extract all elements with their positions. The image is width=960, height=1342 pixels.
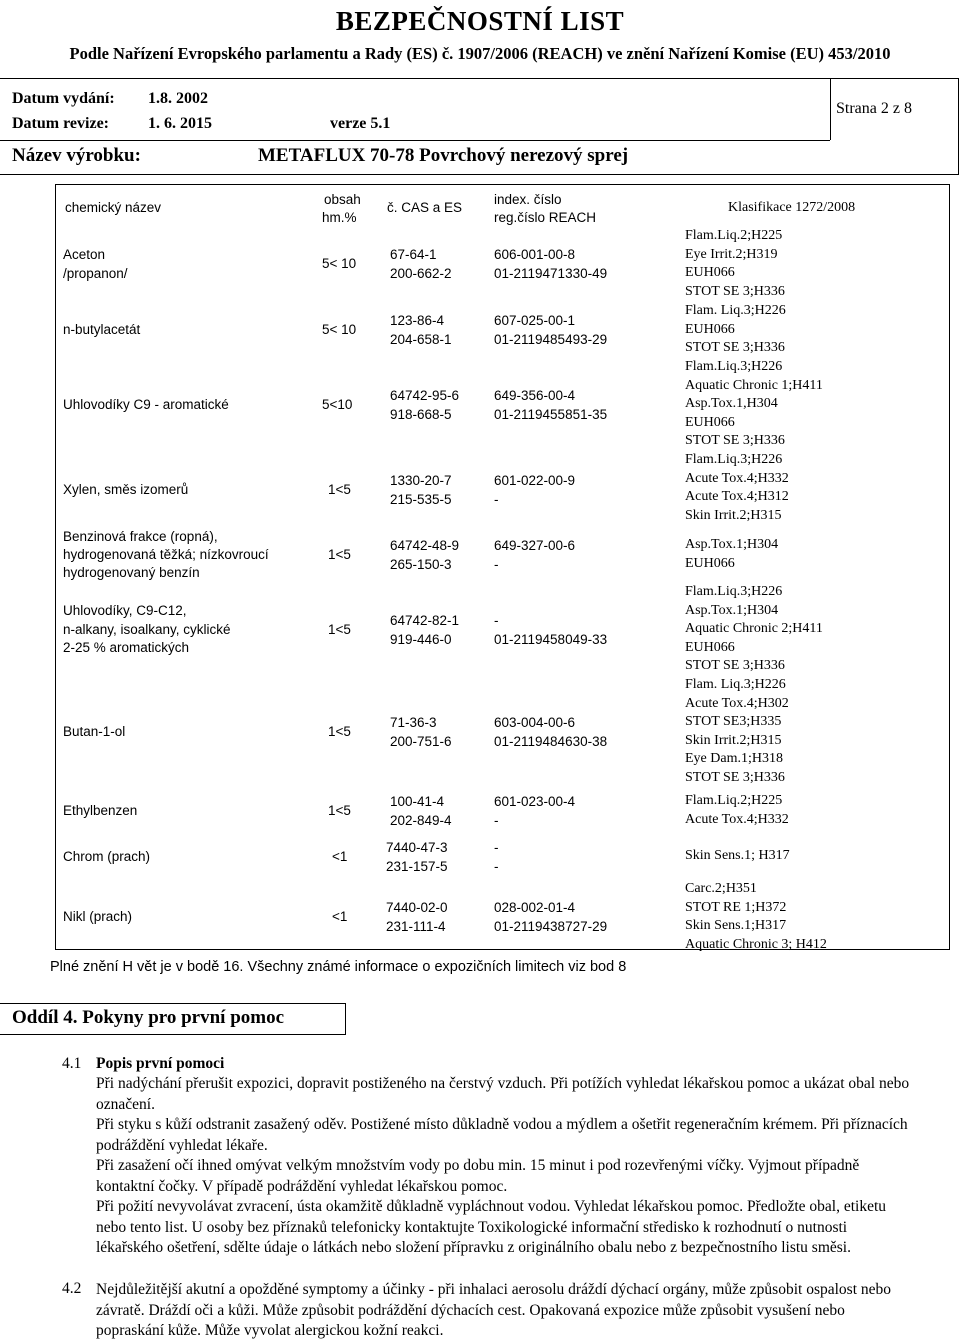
table-cell-index: - (494, 613, 499, 628)
table-cell-name: n-butylacetát (63, 322, 141, 337)
table-cell-content: 1<5 (328, 622, 351, 637)
section-title: Oddíl 4. Pokyny pro první pomoc (12, 1007, 285, 1028)
table-cell-ec: 204-658-1 (390, 332, 452, 347)
table-cell-content: <1 (332, 849, 348, 864)
table-cell-index: 606-001-00-8 (494, 247, 576, 262)
first-aid-inhalation: Při nadýchání přerušit expozici, dopravit postiženého na čerstvý vzduch. Při potížích vyhledat lékařskou pomoc a ukázat obal nebo označení. (96, 1075, 910, 1113)
table-cell-index: 603-004-00-6 (494, 715, 576, 730)
version: verze 5.1 (330, 115, 391, 132)
table-cell-classification: Eye Irrit.2;H319 (685, 246, 778, 262)
table-cell-content: 1<5 (328, 482, 351, 497)
table-cell-index: - (494, 840, 499, 855)
table-cell-classification: Aquatic Chronic 2;H411 (685, 621, 823, 636)
table-cell-cas: 1330-20-7 (390, 473, 452, 488)
table-cell-classification: STOT RE 1;H372 (685, 899, 787, 915)
table-cell-reach: - (494, 859, 499, 874)
table-cell-ec: 231-157-5 (386, 859, 448, 874)
table-cell-reach: - (494, 492, 499, 507)
table-cell-classification: STOT SE 3;H336 (685, 769, 785, 785)
table-cell-classification: EUH066 (685, 321, 735, 337)
header-index: index. číslo (494, 192, 562, 207)
header-chemical-name: chemický název (65, 200, 162, 215)
first-aid-eyes: Při zasažení očí ihned omývat velkým množstvím vody po dobu min. 15 minut i pod rozevřenými víčky. Vyjmout případně kontaktní čočky. V případě podráždění vyhledat lékařskou pomoc. (96, 1157, 860, 1195)
table-cell-classification: EUH066 (685, 639, 735, 655)
table-cell-name: Aceton (63, 247, 106, 262)
table-cell-cas: 123-86-4 (390, 313, 445, 328)
table-cell-index: 607-025-00-1 (494, 313, 576, 328)
table-cell-classification: Skin Irrit.2;H315 (685, 507, 782, 523)
table-cell-cas: 67-64-1 (390, 247, 437, 262)
table-cell-ec: 200-662-2 (390, 266, 452, 281)
header-divider (0, 140, 830, 141)
table-cell-classification: Acute Tox.4;H302 (685, 695, 789, 711)
table-cell-name: Chrom (prach) (63, 849, 151, 864)
table-cell-name: Ethylbenzen (63, 803, 138, 818)
subsection-number: 4.2 (62, 1280, 82, 1297)
table-cell-classification: STOT SE 3;H336 (685, 658, 785, 673)
table-cell-classification: Asp.Tox.1;H304 (685, 602, 779, 618)
table-cell-index: 649-356-00-4 (494, 388, 576, 403)
table-cell-name: n-alkany, isoalkany, cyklické (63, 622, 231, 637)
table-cell-cas: 7440-02-0 (386, 900, 448, 915)
table-cell-ec: 918-668-5 (390, 407, 452, 422)
header-content: obsah (324, 192, 361, 207)
table-cell-reach: 01-2119458049-33 (494, 632, 608, 647)
symptoms-text: Nejdůležitější akutní a opožděné symptomy a účinky - při inhalaci aerosolu dráždí dýchací orgány, může způsobit ospalost nebo závratě. Dráždí oči a kůži. Může způsobit podráždění dýchacích cest. Opakovaná expozice může způsobit vysušení nebo popraskání kůže. Může vyvolat alergickou kožní reakci. (96, 1281, 892, 1340)
issue-date: 1.8. 2002 (148, 90, 208, 107)
header-classification: Klasifikace 1272/2008 (728, 200, 856, 215)
table-cell-classification: Flam.Liq.3;H226 (685, 452, 783, 467)
table-cell-reach: - (494, 557, 499, 572)
table-cell-name: Xylen, směs izomerů (63, 482, 189, 497)
table-cell-ec: 231-111-4 (386, 919, 446, 934)
table-cell-cas: 100-41-4 (390, 794, 445, 809)
table-cell-classification: EUH066 (685, 414, 735, 430)
table-cell-classification: Skin Sens.1;H317 (685, 918, 787, 933)
table-cell-ec: 202-849-4 (390, 813, 452, 828)
table-cell-name: Uhlovodíky, C9-C12, (63, 603, 187, 618)
revision-date: 1. 6. 2015 (148, 115, 212, 132)
first-aid-skin: Při styku s kůží odstranit zasažený oděv. Postižené místo důkladně vodou a mýdlem a ošetřit regeneračním krémem. Při příznacích podráždění vyhledat lékaře. (96, 1116, 908, 1154)
table-cell-reach: 01-2119484630-38 (494, 734, 608, 749)
table-cell-classification: Flam.Liq.3;H226 (685, 584, 783, 599)
table-cell-name: 2-25 % aromatických (63, 640, 190, 655)
table-cell-name: hydrogenovaná těžká; nízkovroucí (63, 547, 269, 562)
table-cell-classification: Asp.Tox.1,H304 (685, 396, 778, 411)
table-cell-classification: STOT SE 3;H336 (685, 433, 785, 448)
table-cell-cas: 71-36-3 (390, 715, 437, 730)
table-cell-name: /propanon/ (63, 266, 128, 281)
table-cell-ec: 200-751-6 (390, 734, 452, 749)
table-cell-classification: EUH066 (685, 265, 735, 280)
header-vertical-divider (830, 78, 831, 140)
table-cell-classification: Flam.Liq.2;H225 (685, 228, 783, 243)
table-cell-content: 1<5 (328, 803, 351, 818)
table-cell-index: 601-022-00-9 (494, 473, 576, 488)
header-content-unit: hm.% (322, 210, 357, 225)
table-cell-classification: Flam.Liq.2;H225 (685, 793, 783, 808)
table-cell-classification: Acute Tox.4;H332 (685, 470, 789, 486)
table-cell-classification: STOT SE 3;H336 (685, 283, 785, 299)
table-cell-classification: Skin Sens.1; H317 (685, 848, 790, 863)
issue-date-label: Datum vydání: (12, 90, 115, 107)
table-cell-content: 5< 10 (322, 256, 357, 271)
table-cell-classification: Carc.2;H351 (685, 881, 757, 896)
table-cell-name: Nikl (prach) (63, 909, 133, 924)
regulation-subtitle: Podle Nařízení Evropského parlamentu a Rady (ES) č. 1907/2006 (REACH) ve znění Nařízení Komise (EU) 453/2010 (69, 44, 891, 63)
table-cell-classification: Skin Irrit.2;H315 (685, 732, 782, 748)
table-cell-name: Uhlovodíky C9 - aromatické (63, 397, 229, 412)
table-cell-name: Butan-1-ol (63, 724, 126, 739)
table-cell-reach: 01-2119438727-29 (494, 919, 608, 934)
table-cell-classification: Eye Dam.1;H318 (685, 751, 783, 766)
table-cell-classification: Asp.Tox.1;H304 (685, 537, 779, 552)
document-title: BEZPEČNOSTNÍ LIST (335, 6, 625, 36)
product-name: METAFLUX 70-78 Povrchový nerezový sprej (258, 145, 629, 166)
first-aid-ingestion: Při požití nevyvolávat zvracení, ústa okamžitě důkladně vypláchnout vodou. Vyhledat lékařskou pomoc. Předložte obal, etiketu nebo tento list. U osoby bez příznaků telefonicky kontaktujte Toxikologické informační středisko k rozhodnutí o nutnosti lékařského ošetření, sdělte údaje o látkách nebo složení přípravku z originálního obalu nebo z bezpečnostního listu směsi. (96, 1198, 887, 1257)
table-cell-ec: 215-535-5 (390, 492, 452, 507)
table-cell-content: 5<10 (322, 397, 353, 412)
table-cell-cas: 64742-48-9 (390, 538, 460, 553)
table-footnote: Plné znění H vět je v bodě 16. Všechny známé informace o expozičních limitech viz bod 8 (50, 959, 627, 975)
table-cell-content: 5< 10 (322, 322, 357, 337)
table-cell-classification: STOT SE 3;H336 (685, 340, 785, 355)
subsection-number: 4.1 (62, 1055, 82, 1072)
table-cell-content: <1 (332, 909, 348, 924)
table-cell-content: 1<5 (328, 724, 351, 739)
table-cell-classification: Flam. Liq.3;H226 (685, 677, 786, 692)
header-reach: reg.číslo REACH (494, 210, 597, 225)
table-cell-name: Benzinová frakce (ropná), (63, 529, 218, 544)
revision-date-label: Datum revize: (12, 115, 109, 132)
product-label: Název výrobku: (12, 145, 141, 166)
table-cell-cas: 7440-47-3 (386, 840, 448, 855)
table-cell-cas: 64742-95-6 (390, 388, 460, 403)
header-cas: č. CAS a ES (387, 200, 463, 215)
table-cell-index: 649-327-00-6 (494, 538, 576, 553)
table-cell-classification: Flam. Liq.3;H226 (685, 303, 786, 318)
page-number: Strana 2 z 8 (836, 100, 912, 117)
table-cell-reach: 01-2119455851-35 (494, 407, 608, 422)
table-cell-index: 028-002-01-4 (494, 900, 576, 915)
table-cell-classification: Acute Tox.4;H332 (685, 811, 789, 827)
table-cell-classification: Aquatic Chronic 3; H412 (685, 936, 827, 952)
table-cell-cas: 64742-82-1 (390, 613, 460, 628)
table-cell-ec: 265-150-3 (390, 557, 452, 572)
table-cell-classification: Aquatic Chronic 1;H411 (685, 377, 823, 393)
table-cell-reach: 01-2119485493-29 (494, 332, 608, 347)
table-cell-ec: 919-446-0 (390, 632, 452, 647)
table-cell-classification: STOT SE3;H335 (685, 714, 782, 729)
table-cell-classification: Flam.Liq.3;H226 (685, 359, 783, 374)
table-cell-classification: Acute Tox.4;H312 (685, 489, 789, 504)
table-cell-classification: EUH066 (685, 555, 735, 571)
table-cell-content: 1<5 (328, 547, 351, 562)
table-cell-reach: - (494, 813, 499, 828)
table-cell-reach: 01-2119471330-49 (494, 266, 608, 281)
table-cell-name: hydrogenovaný benzín (63, 565, 200, 580)
subsection-title: Popis první pomoci (96, 1055, 225, 1072)
table-cell-index: 601-023-00-4 (494, 794, 576, 809)
